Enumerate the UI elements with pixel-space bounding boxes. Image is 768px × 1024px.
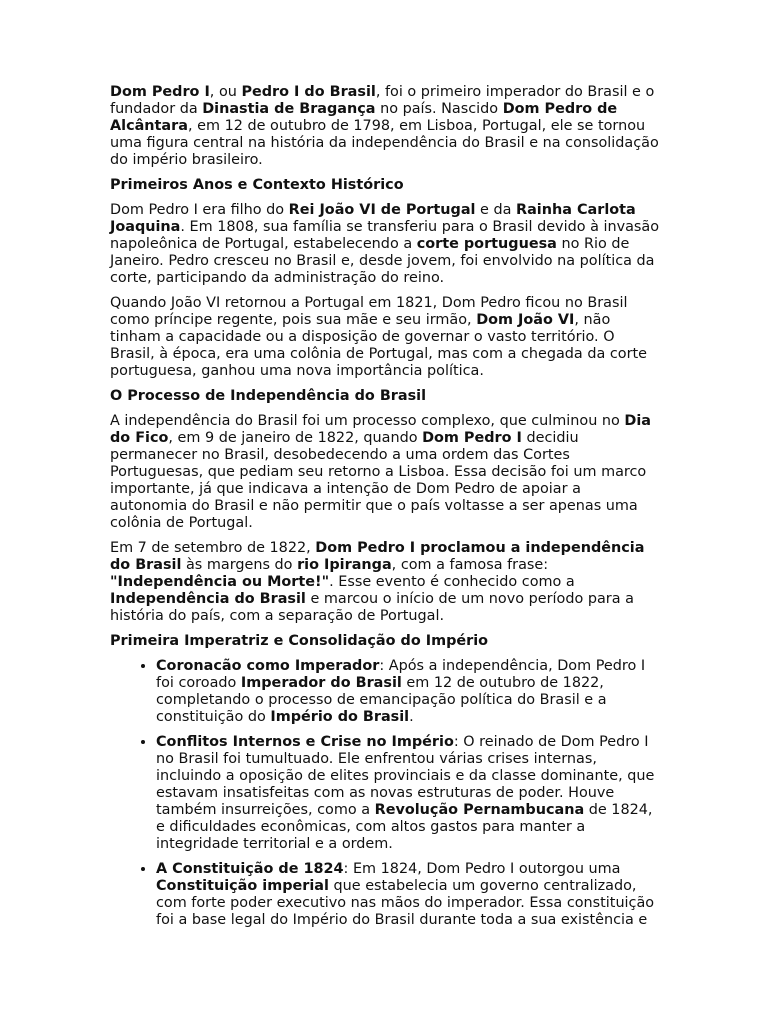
bold-term: Imperador do Brasil xyxy=(240,675,402,691)
independence-paragraph-2 xyxy=(110,540,662,625)
bold-term: Dom Pedro I proclamou a independência do Brasil xyxy=(110,540,645,573)
text-run: e marcou o início de um novo período para a história do país, com a separação de Portugal. xyxy=(110,591,634,624)
text-run: , não tinham a capacidade ou a disposição de governar o vasto território. O Brasil, à época, era uma colônia de Portugal, mas com a chegada da corte portuguesa, ganhou uma nova importância política. xyxy=(110,312,647,379)
list-item xyxy=(156,658,662,726)
text-run: , em 12 de outubro de 1798, em Lisboa, Portugal, ele se tornou uma figura central na história da independência do Brasil e na consolidação do império brasileiro. xyxy=(110,118,659,168)
text-run: no Rio de Janeiro. Pedro cresceu no Brasil e, desde jovem, foi envolvido na política da corte, participando da administração do reino. xyxy=(110,236,655,286)
bold-term: Conflitos Internos e Crise no Império xyxy=(156,734,454,750)
bold-term: "Independência ou Morte!" xyxy=(110,574,330,590)
text-run: Dom Pedro I era filho do xyxy=(110,202,289,218)
bold-term: Independência do Brasil xyxy=(110,591,306,607)
text-run: que estabelecia um governo centralizado, com forte poder executivo nas mãos do imperador. Essa constituição foi a base legal do Império do Brasil durante toda a sua existência e xyxy=(156,878,655,928)
text-run: Em 7 de setembro de 1822, xyxy=(110,540,316,556)
text-run: . Em 1808, sua família se transferiu para o Brasil devido à invasão napoleônica de Portugal, estabelecendo a xyxy=(110,219,660,252)
section-heading-empire: Primeira Imperatriz e Consolidação do Império xyxy=(110,633,489,649)
section-heading-independence: O Processo de Independência do Brasil xyxy=(110,388,427,404)
bold-term: Revolução Pernambucana xyxy=(374,802,585,818)
text-run: no país. Nascido xyxy=(375,101,503,117)
text-run: . Esse evento é conhecido como a xyxy=(329,574,575,590)
list-item xyxy=(156,734,662,853)
bold-term: Coronacão como Imperador xyxy=(156,658,380,674)
text-run: , com a famosa frase: xyxy=(391,557,549,573)
bold-term: Dom Pedro de Alcântara xyxy=(110,101,618,134)
bold-term: Dia do Fico xyxy=(110,413,652,446)
section-heading-early-years: Primeiros Anos e Contexto Histórico xyxy=(110,177,404,193)
bold-term: Rei João VI de Portugal xyxy=(288,202,476,218)
text-run: de 1824, e dificuldades econômicas, com altos gastos para manter a integridade territorial e a ordem. xyxy=(156,802,653,852)
text-run: , em 9 de janeiro de 1822, quando xyxy=(168,430,423,446)
document-body xyxy=(110,84,662,937)
bold-term: Pedro I do Brasil xyxy=(241,84,376,100)
text-run: : Em 1824, Dom Pedro I outorgou uma xyxy=(343,861,621,877)
list-item xyxy=(156,861,662,929)
text-run: : Após a independência, Dom Pedro I foi coroado xyxy=(156,658,646,691)
intro-paragraph xyxy=(110,84,662,169)
text-run: às margens do xyxy=(181,557,298,573)
bold-term: Império do Brasil xyxy=(270,709,410,725)
bold-term: Constituição imperial xyxy=(156,878,329,894)
empire-bullet-list xyxy=(110,658,662,929)
text-run: , ou xyxy=(209,84,242,100)
bold-term: Dinastia de Bragança xyxy=(202,101,376,117)
independence-paragraph-1 xyxy=(110,413,662,532)
bold-term: Dom João VI xyxy=(476,312,575,328)
bold-term: Rainha Carlota Joaquina xyxy=(110,202,636,235)
text-run: . xyxy=(409,709,414,725)
bold-term: corte portuguesa xyxy=(416,236,557,252)
bold-term: A Constituição de 1824 xyxy=(156,861,344,877)
text-run: e da xyxy=(475,202,517,218)
text-run: , foi o primeiro imperador do Brasil e o fundador da xyxy=(110,84,655,117)
text-run: A independência do Brasil foi um processo complexo, que culminou no xyxy=(110,413,625,429)
early-years-paragraph-2 xyxy=(110,295,662,380)
bold-term: Dom Pedro I xyxy=(110,84,210,100)
early-years-paragraph-1 xyxy=(110,202,662,287)
bold-term: Dom Pedro I xyxy=(422,430,522,446)
bold-term: rio Ipiranga xyxy=(297,557,392,573)
text-run: : O reinado de Dom Pedro I no Brasil foi tumultuado. Ele enfrentou várias crises internas, incluindo a oposição de elites provinciais e da classe dominante, que estavam insatisfeitas com as novas estruturas de poder. Houve também insurreições, como a xyxy=(156,734,655,818)
text-run: Quando João VI retornou a Portugal em 1821, Dom Pedro ficou no Brasil como príncipe regente, pois sua mãe e seu irmão, xyxy=(110,295,628,328)
text-run: decidiu permanecer no Brasil, desobedecendo a uma ordem das Cortes Portuguesas, que pediam seu retorno a Lisboa. Essa decisão foi um marco importante, já que indicava a intenção de Dom Pedro de apoiar a autonomia do Brasil e não permitir que o país voltasse a ser apenas uma colônia de Portugal. xyxy=(110,430,647,531)
text-run: em 12 de outubro de 1822, completando o processo de emancipação política do Brasil e a constituição do xyxy=(156,675,607,725)
